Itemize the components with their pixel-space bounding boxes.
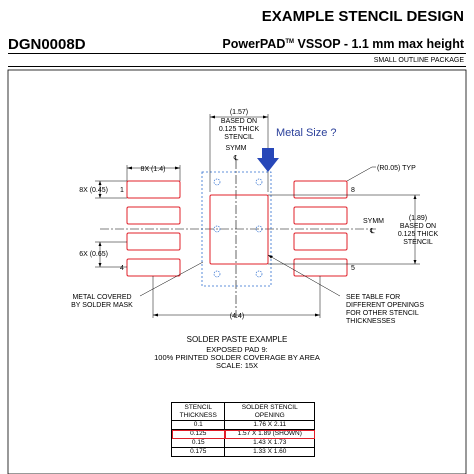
- dim-r005: (R0.05) TYP: [377, 165, 416, 172]
- dim-top-value: (1.57): [229, 109, 249, 116]
- cell-opening: 1.33 X 1.60: [225, 448, 315, 457]
- col-header-opening: SOLDER STENCIL OPENING: [225, 403, 315, 421]
- table-row: [172, 421, 315, 430]
- dim-right-value: (1.89): [408, 215, 428, 222]
- part-number: DGN0008D: [8, 36, 86, 53]
- pin-8-label: 8: [351, 187, 355, 194]
- leader-metal-covered: [140, 262, 203, 296]
- via: [214, 179, 220, 185]
- via: [214, 271, 220, 277]
- pin-1-label: 1: [120, 187, 124, 194]
- pin-4-label: 4: [120, 265, 124, 272]
- arrowhead: [99, 181, 102, 185]
- arrowhead: [263, 116, 268, 119]
- arrowhead: [99, 242, 102, 246]
- via: [256, 271, 262, 277]
- caption-scale: SCALE: 15X: [215, 361, 259, 370]
- dim-8x-14: 8X (1.4): [140, 166, 166, 173]
- cell-thickness: 0.175: [172, 448, 225, 457]
- col-header-thickness: STENCIL THICKNESS: [172, 403, 225, 421]
- exposed-pad-9: [210, 195, 268, 264]
- trademark-mark: TM: [285, 38, 295, 45]
- caption-coverage: 100% PRINTED SOLDER COVERAGE BY AREA: [154, 353, 320, 362]
- cell-opening: 1.57 X 1.89 (SHOWN): [225, 430, 315, 439]
- dim-8x-045: 8X (0.45): [79, 187, 108, 194]
- caption-title: SOLDER PASTE EXAMPLE: [186, 335, 288, 344]
- note-see-table: SEE TABLE FOR: [346, 294, 401, 301]
- dim-top-note: STENCIL: [224, 134, 254, 141]
- symm-centerline-symbol: ℄: [233, 155, 239, 162]
- pin-5-label: 5: [351, 265, 355, 272]
- note-metal-covered: METAL COVERED: [72, 294, 132, 301]
- symm-right-label: SYMM: [363, 218, 384, 225]
- cell-opening: 1.43 X 1.73: [225, 439, 315, 448]
- leader-r005: [347, 167, 372, 181]
- note-see-table: DIFFERENT OPENINGS: [346, 302, 425, 309]
- table-row-highlighted: [172, 430, 315, 439]
- pad-7: [294, 207, 347, 224]
- pad-6: [294, 233, 347, 250]
- table-row: [172, 439, 315, 448]
- subtitle-brand: PowerPAD: [222, 37, 286, 51]
- table-row: [172, 448, 315, 457]
- dim-right-note: BASED ON: [399, 223, 437, 230]
- pad-1: [127, 181, 180, 198]
- arrowhead: [315, 314, 320, 317]
- arrowhead: [414, 195, 417, 199]
- dim-right-note: STENCIL: [403, 239, 433, 246]
- package-type: SMALL OUTLINE PACKAGE: [373, 57, 464, 64]
- cell-thickness: 0.1: [172, 421, 225, 430]
- note-see-table: THICKNESSES: [346, 318, 396, 325]
- note-metal-covered: BY SOLDER MASK: [71, 302, 133, 309]
- pad-5: [294, 259, 347, 276]
- arrowhead: [175, 167, 180, 170]
- pad-8: [294, 181, 347, 198]
- cell-thickness: 0.15: [172, 439, 225, 448]
- pad-4: [127, 259, 180, 276]
- dim-top-note: BASED ON: [220, 118, 258, 125]
- caption-pad: EXPOSED PAD 9:: [206, 345, 268, 354]
- dim-right-note: 0.125 THICK: [397, 231, 439, 238]
- stencil-opening-table: [171, 402, 315, 457]
- cell-thickness: 0.125: [172, 430, 225, 439]
- note-see-table: FOR OTHER STENCIL: [346, 310, 419, 317]
- cell-opening: 1.76 X 2.11: [225, 421, 315, 430]
- arrowhead: [414, 260, 417, 264]
- arrowhead: [268, 255, 273, 259]
- pad-2: [127, 207, 180, 224]
- dim-top-note: 0.125 THICK: [218, 126, 260, 133]
- down-arrow-icon: [257, 148, 279, 172]
- dim-bottom: (4.4): [229, 313, 245, 320]
- subtitle-desc: VSSOP - 1.1 mm max height: [294, 37, 464, 51]
- dim-6x-065: 6X (0.65): [79, 251, 108, 258]
- arrowhead: [153, 314, 158, 317]
- arrowhead: [210, 116, 215, 119]
- arrowhead: [127, 167, 132, 170]
- drawing-title: EXAMPLE STENCIL DESIGN: [261, 8, 464, 25]
- pad-3: [127, 233, 180, 250]
- arrowhead: [99, 194, 102, 198]
- symm-label: SYMM: [225, 145, 247, 152]
- arrowhead: [99, 263, 102, 267]
- via: [256, 179, 262, 185]
- metal-size-note: Metal Size ?: [276, 127, 337, 139]
- symm-right-symbol: ℄: [370, 228, 375, 235]
